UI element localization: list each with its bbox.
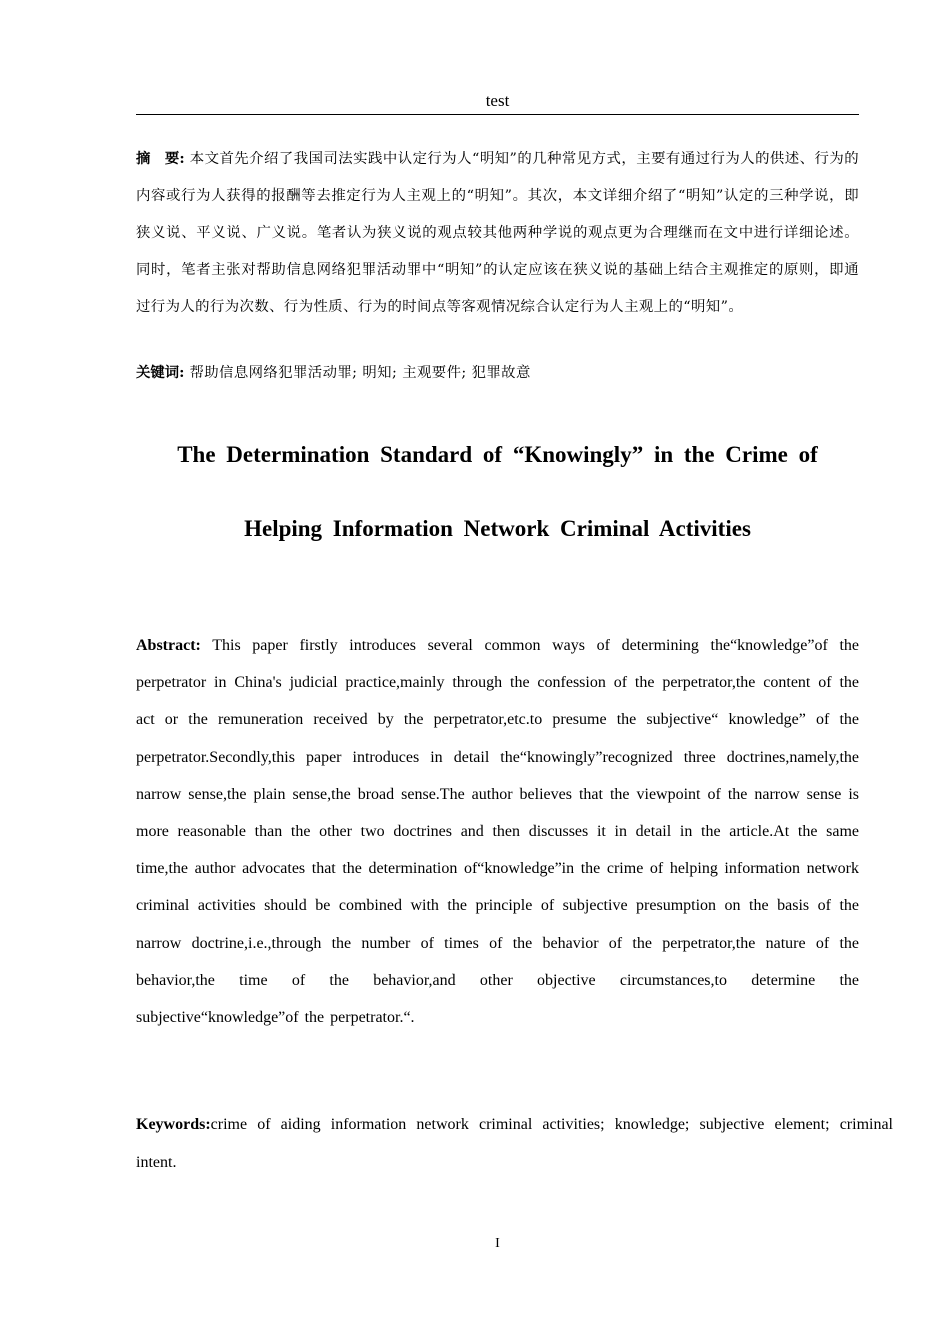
english-keywords bbox=[136, 1106, 893, 1182]
english-abstract-text: This paper firstly introduces several common ways of determining the“knowledge”of the perpetrator in China's judicial practice,mainly through the confession of the perpetrator,the content of the act or the remuneration received by the perpetrator,etc.to presume the subjective“ knowledge” of the perpetrator.Secondly,this paper introduces in detail the“knowingly”recognized three doctrines,namely,the narrow sense,the plain sense,the broad sense.The author believes that the viewpoint of the narrow sense is more reasonable than the other two doctrines and then discusses it in detail in the article.At the same time,the author advocates that the determination of“knowledge”in the crime of helping information network criminal activities should be combined with the principle of subjective presumption on the basis of the narrow doctrine,i.e.,through the number of times of the behavior of the perpetrator,the nature of the behavior,the time of the behavior,and other objective circumstances,to determine the subjective“knowledge”of the perpetrator.“. bbox=[136, 637, 859, 1027]
english-title-line-2: Helping Information Network Criminal Activities bbox=[244, 516, 751, 541]
english-abstract bbox=[136, 627, 859, 1036]
english-keywords-text: crime of aiding information network criminal activities; knowledge; subjective element; criminal intent. bbox=[136, 1116, 893, 1171]
chinese-abstract-label: 摘 要: bbox=[136, 150, 185, 167]
chinese-keywords-label: 关键词: bbox=[136, 364, 185, 381]
page-number bbox=[136, 1236, 859, 1252]
english-keywords-label: Keywords: bbox=[136, 1116, 211, 1133]
page-header bbox=[136, 90, 859, 115]
english-title-line-1: The Determination Standard of “Knowingly” in the Crime of bbox=[177, 442, 818, 467]
english-abstract-label: Abstract: bbox=[136, 637, 201, 654]
chinese-keywords-text: 帮助信息网络犯罪活动罪; 明知; 主观要件; 犯罪故意 bbox=[189, 365, 531, 381]
chinese-abstract-text: 本文首先介绍了我国司法实践中认定行为人“明知”的几种常见方式，主要有通过行为人的供述、行为的内容或行为人获得的报酬等去推定行为人主观上的“明知”。其次，本文详细介绍了“明知”认定的三种学说，即狭义说、平义说、广义说。笔者认为狭义说的观点较其他两种学说的观点更为合理继而在文中进行详细论述。同时，笔者主张对帮助信息网络犯罪活动罪中“明知”的认定应该在狭义说的基础上结合主观推定的原则，即通过行为人的行为次数、行为性质、行为的时间点等客观情况综合认定行为人主观上的“明知”。 bbox=[136, 151, 859, 315]
page-number-text: I bbox=[495, 1236, 500, 1251]
header-text: test bbox=[485, 91, 510, 110]
chinese-abstract bbox=[136, 140, 859, 326]
english-title bbox=[136, 418, 859, 566]
chinese-keywords bbox=[136, 358, 859, 388]
